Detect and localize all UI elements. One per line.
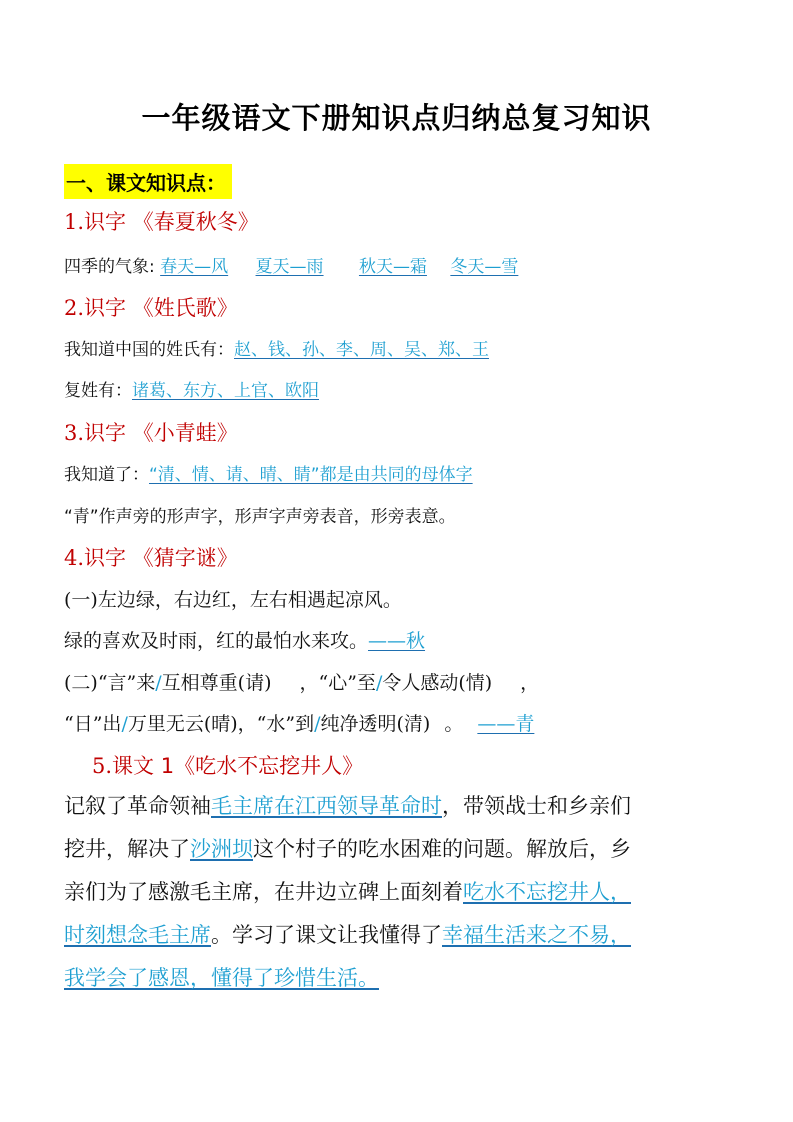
slash-mark: / [375,672,383,694]
para-answer: 时刻想念毛主席 [64,923,211,947]
riddle-answer-1: ——秋 [368,630,426,652]
seasons-label: 四季的气象: [64,257,155,277]
riddle-text: “日”出 [64,713,122,735]
item-heading-5 [92,750,363,780]
compound-label: 复姓有： [64,381,132,401]
riddle-answer-2: ——青 [477,713,535,735]
para-text: 。学习了课文让我懂得了 [211,923,442,947]
item-title: 识字 《小青蛙》 [84,421,238,445]
riddle-line-3 [64,668,539,695]
slash-mark: / [155,672,162,694]
section-heading: 一、课文知识点： [64,164,232,199]
para-text: ，带领战士和乡亲们 [442,794,631,818]
para-line-2 [64,833,631,863]
para-line-4 [64,919,631,949]
para-line-1 [64,790,631,820]
compound-surnames-line [64,376,319,401]
item-title: 识字 《姓氏歌》 [84,296,238,320]
para-text: 记叙了革命领袖 [64,794,211,818]
item-heading-1 [64,206,259,236]
para-answer: 幸福生活来之不易， [442,923,631,947]
surnames-label: 我知道中国的姓氏有： [64,340,234,360]
frog-note: “青”作声旁的形声字，形声字声旁表音，形旁表意。 [64,507,456,527]
riddle-text: 令人感动(情) [382,672,493,694]
answer-autumn: 秋天—霜 [358,257,427,277]
item-title: 课文 1《吃水不忘挖井人》 [112,754,364,778]
surnames-line [64,335,489,360]
compound-answer: 诸葛、东方、上官、欧阳 [132,381,319,401]
riddle-text: ， [520,672,540,694]
riddle-line-1: (一)左边绿，右边红，左右相遇起凉风。 [64,589,402,611]
item-title: 识字 《春夏秋冬》 [84,210,259,234]
item-heading-3 [64,417,238,447]
page-title: 一年级语文下册知识点归纳总复习知识 [141,101,652,135]
answer-spring: 春天—风 [160,257,229,277]
riddle-line-2 [64,626,425,653]
item-number: 2. [64,296,85,320]
para-text: 挖井，解决了 [64,837,190,861]
item-number: 1. [64,210,85,234]
item-number: 3. [64,421,85,445]
para-line-5 [64,962,379,992]
riddle-text: 万里无云(晴)，“水”到 [127,713,315,735]
para-text: 亲们为了感激毛主席，在井边立碑上面刻着 [64,880,463,904]
riddle-text: 绿的喜欢及时雨，红的最怕水来攻。 [64,630,369,652]
para-answer: 沙洲坝 [190,837,253,861]
riddle-text: (二)“言”来 [64,672,156,694]
para-answer: 毛主席在江西领导革命时 [211,794,442,818]
item-number: 5. [92,754,113,778]
riddle-text: 。 [444,713,464,735]
slash-mark: / [121,713,128,735]
para-text: 这个村子的吃水困难的问题。解放后，乡 [253,837,631,861]
answer-winter: 冬天—雪 [450,257,519,277]
frog-line [64,460,473,485]
frog-label: 我知道了： [64,465,149,485]
para-answer: 吃水不忘挖井人， [463,880,631,904]
para-answer: 我学会了感恩，懂得了珍惜生活。 [64,966,379,990]
item-number: 4. [64,546,85,570]
para-line-3 [64,876,631,906]
surnames-answer: 赵、钱、孙、李、周、吴、郑、王 [234,340,489,360]
item-heading-2 [64,292,238,322]
answer-summer: 夏天—雨 [255,257,324,277]
riddle-text: ，“心”至 [299,672,376,694]
frog-answer: “清、情、请、晴、睛”都是由共同的母体字 [149,465,473,485]
seasons-line [64,252,518,277]
riddle-line-4 [64,709,534,736]
riddle-text: 互相尊重(请) [161,672,272,694]
item-heading-4 [64,542,238,572]
slash-mark: / [314,713,321,735]
item-title: 识字 《猜字谜》 [84,546,238,570]
riddle-text: 纯净透明(清) [320,713,431,735]
